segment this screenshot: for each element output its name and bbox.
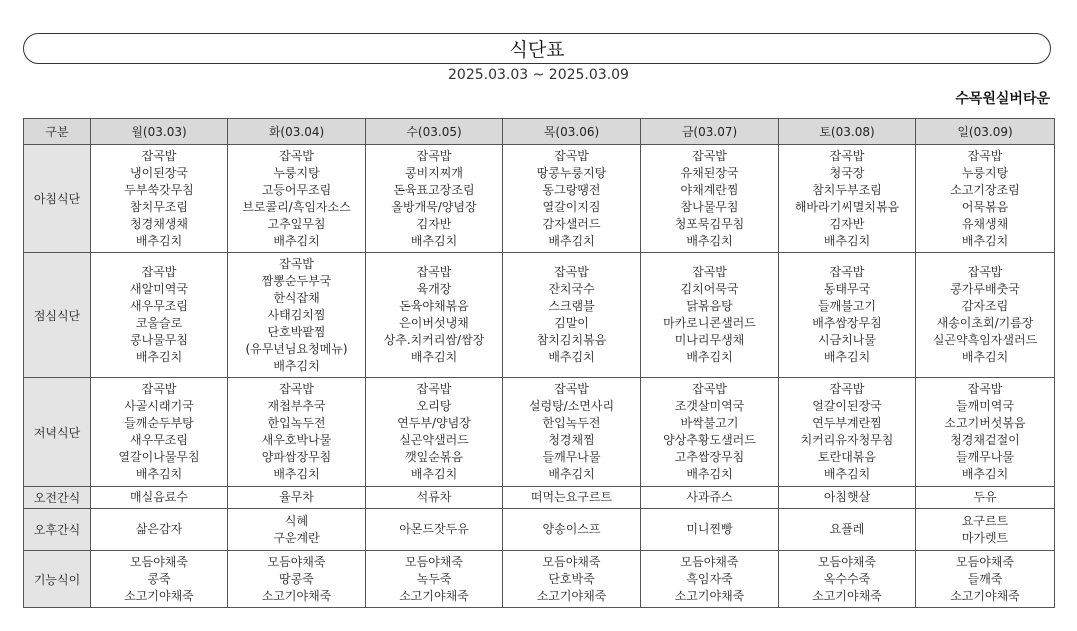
menu-item: 아몬드잣두유 xyxy=(399,522,469,536)
header-day-sat: 토(03.08) xyxy=(779,119,916,145)
header-day-thu: 목(03.06) xyxy=(503,119,641,145)
menu-item: 배추김치 xyxy=(686,350,733,364)
menu-item: 재첩부추국 xyxy=(267,399,326,413)
menu-item: 설렁탕/소면사리 xyxy=(528,399,615,413)
menu-item: 시금치나물 xyxy=(818,333,876,347)
menu-item: 소고기야채죽 xyxy=(950,588,1020,603)
menu-item: 잡곡밥 xyxy=(692,382,727,396)
menu-cell xyxy=(916,487,1055,509)
meal-label-pm-snack: 오후간식 xyxy=(24,509,91,551)
menu-item: 배추김치 xyxy=(548,350,595,364)
menu-item: 구운계란 xyxy=(273,530,320,545)
menu-cell xyxy=(641,551,779,608)
menu-item: 토란대볶음 xyxy=(818,450,876,464)
menu-item: 콩죽 xyxy=(147,571,171,586)
menu-item: 소고기야채죽 xyxy=(812,588,882,603)
menu-cell xyxy=(779,487,916,509)
menu-cell xyxy=(916,253,1055,378)
menu-cell xyxy=(228,145,366,253)
menu-cell xyxy=(503,487,641,509)
menu-item: 잡곡밥 xyxy=(692,265,727,279)
menu-item: 사골시래기국 xyxy=(124,399,194,413)
row-am-snack xyxy=(24,487,1055,509)
menu-cell xyxy=(503,509,641,551)
menu-cell xyxy=(366,551,503,608)
menu-cell xyxy=(366,145,503,253)
menu-item: 참치무조림 xyxy=(130,199,188,214)
menu-item: 스크램블 xyxy=(548,299,595,313)
menu-cell xyxy=(91,378,228,487)
menu-item: 사과쥬스 xyxy=(686,490,733,504)
header-day-sun: 일(03.09) xyxy=(916,119,1055,145)
menu-cell xyxy=(91,509,228,551)
menu-item: 고등어무조림 xyxy=(261,182,332,197)
menu-item: 소고기야채죽 xyxy=(399,588,469,603)
menu-cell xyxy=(916,509,1055,551)
menu-item: 잡곡밥 xyxy=(554,265,589,279)
menu-item: 실곤약샐러드 xyxy=(399,433,469,447)
menu-item: 열갈이지짐 xyxy=(542,199,601,214)
menu-cell xyxy=(366,253,503,378)
menu-item: 참치김치볶음 xyxy=(536,333,607,347)
menu-item: 배추김치 xyxy=(273,358,320,373)
menu-item: 삶은감자 xyxy=(135,522,183,536)
menu-item: 들깨순두부탕 xyxy=(124,416,194,430)
menu-item: 청포묵김무침 xyxy=(674,216,745,231)
menu-item: 닭볶음탕 xyxy=(686,299,733,313)
menu-item: 잡곡밥 xyxy=(554,382,589,396)
menu-item: 새송이초회/기름장 xyxy=(936,316,1034,330)
header-day-mon: 월(03.03) xyxy=(91,119,228,145)
row-lunch xyxy=(24,253,1055,378)
menu-item: 청경채찜 xyxy=(548,433,595,447)
menu-cell xyxy=(91,551,228,608)
menu-cell xyxy=(366,487,503,509)
menu-item: 잡곡밥 xyxy=(416,382,452,396)
meal-label-functional: 기능식이 xyxy=(24,551,91,608)
menu-item: 냉이된장국 xyxy=(130,165,188,180)
menu-item: 잡곡밥 xyxy=(416,148,452,163)
menu-item: 잡곡밥 xyxy=(967,148,1003,163)
menu-item: 얼갈이된장국 xyxy=(812,399,882,413)
menu-item: 잡곡밥 xyxy=(416,265,452,279)
row-functional xyxy=(24,551,1055,608)
menu-item: 들깨불고기 xyxy=(818,299,876,313)
menu-cell xyxy=(228,253,366,378)
menu-item: 짬뽕순두부국 xyxy=(261,273,332,288)
menu-item: 콩가루배춧국 xyxy=(950,282,1020,296)
menu-cell xyxy=(503,378,641,487)
menu-item: 흑임자죽 xyxy=(686,571,733,586)
menu-item: 요플레 xyxy=(829,522,865,536)
menu-item: 감자조림 xyxy=(961,299,1009,313)
row-dinner xyxy=(24,378,1055,487)
menu-item: 땅콩누룽지탕 xyxy=(536,165,607,180)
menu-item: 새우무조림 xyxy=(130,299,188,313)
menu-item: 들깨미역국 xyxy=(956,399,1014,413)
page-title xyxy=(23,33,1051,64)
menu-cell xyxy=(779,253,916,378)
menu-item: 오리탕 xyxy=(416,399,452,413)
menu-item: 상추.치커리쌈/쌈장 xyxy=(383,333,485,347)
menu-item: 배추김치 xyxy=(135,467,183,481)
menu-item: 고추쌈장무침 xyxy=(674,450,745,464)
menu-item: 모듬야채죽 xyxy=(680,554,739,569)
menu-item: 옥수수죽 xyxy=(823,571,871,586)
menu-item: 요구르트 xyxy=(961,513,1009,528)
menu-item: 녹두죽 xyxy=(416,571,452,586)
menu-item: 모듬야채죽 xyxy=(405,554,463,569)
menu-item: 배추쌈장무침 xyxy=(812,316,882,330)
menu-item: 감자샐러드 xyxy=(542,216,601,231)
menu-cell xyxy=(503,253,641,378)
menu-item: 들깨죽 xyxy=(967,571,1003,586)
menu-item: 두유 xyxy=(973,490,997,504)
menu-item: 배추김치 xyxy=(410,233,458,248)
menu-item: 배추김치 xyxy=(410,467,458,481)
menu-cell xyxy=(641,253,779,378)
menu-item: 잡곡밥 xyxy=(829,382,865,396)
menu-item: 한입녹두전 xyxy=(542,416,601,430)
menu-item: 어묵볶음 xyxy=(961,199,1009,214)
menu-item: 누룽지탕 xyxy=(273,165,320,180)
menu-cell xyxy=(779,509,916,551)
menu-item: 잡곡밥 xyxy=(141,265,177,279)
menu-item: 잡곡밥 xyxy=(554,148,589,163)
menu-item: 양파쌈장무침 xyxy=(261,450,332,464)
menu-item: 율무차 xyxy=(279,490,314,504)
menu-item: 참치두부조림 xyxy=(812,182,882,197)
menu-item: 아침햇살 xyxy=(823,490,871,504)
menu-item: 새우무조림 xyxy=(130,433,188,447)
menu-cell xyxy=(641,509,779,551)
menu-item: 유채된장국 xyxy=(680,165,739,180)
menu-item: 배추김치 xyxy=(273,467,320,481)
menu-item: 모듬야채죽 xyxy=(267,554,326,569)
menu-item: 모듬야채죽 xyxy=(542,554,601,569)
menu-item: 브로콜리/흑임자소스 xyxy=(242,199,351,214)
menu-item: 소고기야채죽 xyxy=(674,588,745,603)
menu-item: 땅콩죽 xyxy=(279,571,314,586)
menu-item: 배추김치 xyxy=(961,467,1009,481)
header-day-wed: 수(03.05) xyxy=(366,119,503,145)
menu-item: 매실음료수 xyxy=(130,490,188,504)
menu-cell xyxy=(503,551,641,608)
menu-item: 배추김치 xyxy=(823,233,871,248)
menu-item: 은이버섯냉채 xyxy=(399,316,469,330)
menu-cell xyxy=(779,378,916,487)
menu-item: 동그랑땡전 xyxy=(542,182,601,197)
header-day-fri: 금(03.07) xyxy=(641,119,779,145)
menu-item: 식혜 xyxy=(284,513,309,528)
menu-item: 배추김치 xyxy=(135,350,183,364)
menu-item: 마가렛트 xyxy=(961,530,1009,545)
menu-item: 청경채생채 xyxy=(130,216,188,231)
menu-item: 배추김치 xyxy=(823,350,871,364)
menu-item: 고추잎무침 xyxy=(267,216,326,231)
menu-item: 조갯살미역국 xyxy=(674,399,745,413)
header-row xyxy=(24,119,1055,145)
menu-item: 들깨무나물 xyxy=(956,450,1014,464)
menu-item: 배추김치 xyxy=(548,233,595,248)
menu-item: 소고기버섯볶음 xyxy=(944,416,1026,430)
menu-item: 배추김치 xyxy=(961,350,1009,364)
menu-cell xyxy=(779,551,916,608)
menu-item: 새우호박나물 xyxy=(261,433,332,447)
menu-item: 소고기장조림 xyxy=(950,182,1020,197)
menu-item: 콩나물무침 xyxy=(130,333,188,347)
menu-item: 잡곡밥 xyxy=(141,382,177,396)
menu-cell xyxy=(779,145,916,253)
menu-cell xyxy=(228,509,366,551)
menu-item: 참나물무침 xyxy=(680,199,739,214)
menu-cell xyxy=(91,253,228,378)
menu-item: 한식잡채 xyxy=(273,290,320,305)
meal-label-lunch: 점심식단 xyxy=(24,253,91,378)
menu-table xyxy=(23,118,1055,608)
facility-name: 수목원실버타운 xyxy=(955,91,1050,107)
menu-item: 실곤약흑임자샐러드 xyxy=(932,333,1038,347)
menu-cell xyxy=(91,487,228,509)
menu-item: 야채계란찜 xyxy=(680,182,739,197)
menu-item: 모듬야채죽 xyxy=(130,554,188,569)
row-breakfast xyxy=(24,145,1055,253)
menu-item: 바싹불고기 xyxy=(680,416,739,430)
page-title-text: 식단표 xyxy=(509,39,565,61)
menu-item: 잡곡밥 xyxy=(279,256,314,271)
menu-cell xyxy=(228,487,366,509)
menu-item: 동태무국 xyxy=(823,282,871,296)
menu-item: 올방개묵/양념장 xyxy=(391,199,477,214)
meal-label-am-snack: 오전간식 xyxy=(24,487,91,509)
menu-item: 미니찐빵 xyxy=(686,522,733,536)
menu-item: 치커리유자청무침 xyxy=(800,433,894,447)
menu-item: 배추김치 xyxy=(686,233,733,248)
menu-item: 잡곡밥 xyxy=(967,265,1003,279)
menu-item: 유채생채 xyxy=(961,216,1009,231)
menu-item: 배추김치 xyxy=(686,467,733,481)
menu-item: 한입녹두전 xyxy=(267,416,326,430)
menu-item: (유무년님요청메뉴) xyxy=(245,341,348,356)
menu-item: 모듬야채죽 xyxy=(956,554,1014,569)
menu-cell xyxy=(228,551,366,608)
header-category: 구분 xyxy=(24,119,91,145)
row-pm-snack xyxy=(24,509,1055,551)
menu-item: 양송이스프 xyxy=(542,522,601,536)
menu-item: 잡곡밥 xyxy=(829,265,865,279)
menu-item: 열갈이나물무침 xyxy=(118,450,200,464)
menu-cell xyxy=(228,378,366,487)
menu-item: 돈육야채볶음 xyxy=(399,299,469,313)
menu-item: 배추김치 xyxy=(823,467,871,481)
menu-item: 석류차 xyxy=(416,490,452,504)
menu-item: 청국장 xyxy=(829,165,865,180)
menu-item: 두부쑥갓무침 xyxy=(124,182,194,197)
menu-item: 코울슬로 xyxy=(135,316,183,330)
menu-cell xyxy=(91,145,228,253)
menu-item: 청경채겉절이 xyxy=(950,433,1020,447)
menu-item: 모듬야채죽 xyxy=(818,554,876,569)
menu-item: 마카로니콘샐러드 xyxy=(663,316,756,330)
menu-item: 김자반 xyxy=(416,216,452,231)
menu-item: 들깨무나물 xyxy=(542,450,601,464)
meal-label-dinner: 저녁식단 xyxy=(24,378,91,487)
menu-item: 소고기야채죽 xyxy=(536,588,607,603)
menu-cell xyxy=(503,145,641,253)
menu-item: 배추김치 xyxy=(273,233,320,248)
menu-item: 돈육표고장조림 xyxy=(393,182,475,197)
menu-item: 떠먹는요구르트 xyxy=(530,490,613,504)
menu-item: 소고기야채죽 xyxy=(124,588,194,603)
menu-cell xyxy=(366,509,503,551)
menu-item: 단호박죽 xyxy=(548,571,595,586)
menu-item: 김치어묵국 xyxy=(680,282,739,296)
menu-item: 소고기야채죽 xyxy=(261,588,332,603)
menu-item: 단호박팥찜 xyxy=(267,324,326,339)
menu-item: 배추김치 xyxy=(135,233,183,248)
menu-item: 미나리무생채 xyxy=(674,333,745,347)
menu-cell xyxy=(366,378,503,487)
menu-item: 잡곡밥 xyxy=(279,148,314,163)
meal-label-breakfast: 아침식단 xyxy=(24,145,91,253)
menu-item: 육개장 xyxy=(416,282,452,296)
menu-item: 배추김치 xyxy=(961,233,1009,248)
menu-cell xyxy=(641,145,779,253)
menu-cell xyxy=(916,145,1055,253)
header-day-tue: 화(03.04) xyxy=(228,119,366,145)
menu-item: 새알미역국 xyxy=(130,282,188,296)
menu-cell xyxy=(916,378,1055,487)
menu-item: 콩비지찌개 xyxy=(405,165,463,180)
menu-cell xyxy=(641,378,779,487)
date-range: 2025.03.03 ~ 2025.03.09 xyxy=(448,67,629,83)
menu-cell xyxy=(641,487,779,509)
menu-item: 잡곡밥 xyxy=(692,148,727,163)
menu-item: 연두부/양념장 xyxy=(397,416,471,430)
menu-item: 잔치국수 xyxy=(548,282,595,296)
menu-item: 연두부계란찜 xyxy=(812,416,882,430)
menu-item: 배추김치 xyxy=(548,467,595,481)
menu-item: 양상추황도샐러드 xyxy=(663,433,756,447)
menu-item: 잡곡밥 xyxy=(829,148,865,163)
menu-item: 누룽지탕 xyxy=(961,165,1009,180)
menu-item: 깻잎순볶음 xyxy=(405,450,463,464)
menu-item: 잡곡밥 xyxy=(279,382,314,396)
menu-item: 해바라기씨멸치볶음 xyxy=(794,199,900,214)
menu-item: 김말이 xyxy=(554,316,589,330)
menu-item: 사태김치찜 xyxy=(267,307,326,322)
menu-item: 잡곡밥 xyxy=(141,148,177,163)
menu-item: 김자반 xyxy=(829,216,865,231)
menu-item: 배추김치 xyxy=(410,350,458,364)
menu-item: 잡곡밥 xyxy=(967,382,1003,396)
menu-cell xyxy=(916,551,1055,608)
